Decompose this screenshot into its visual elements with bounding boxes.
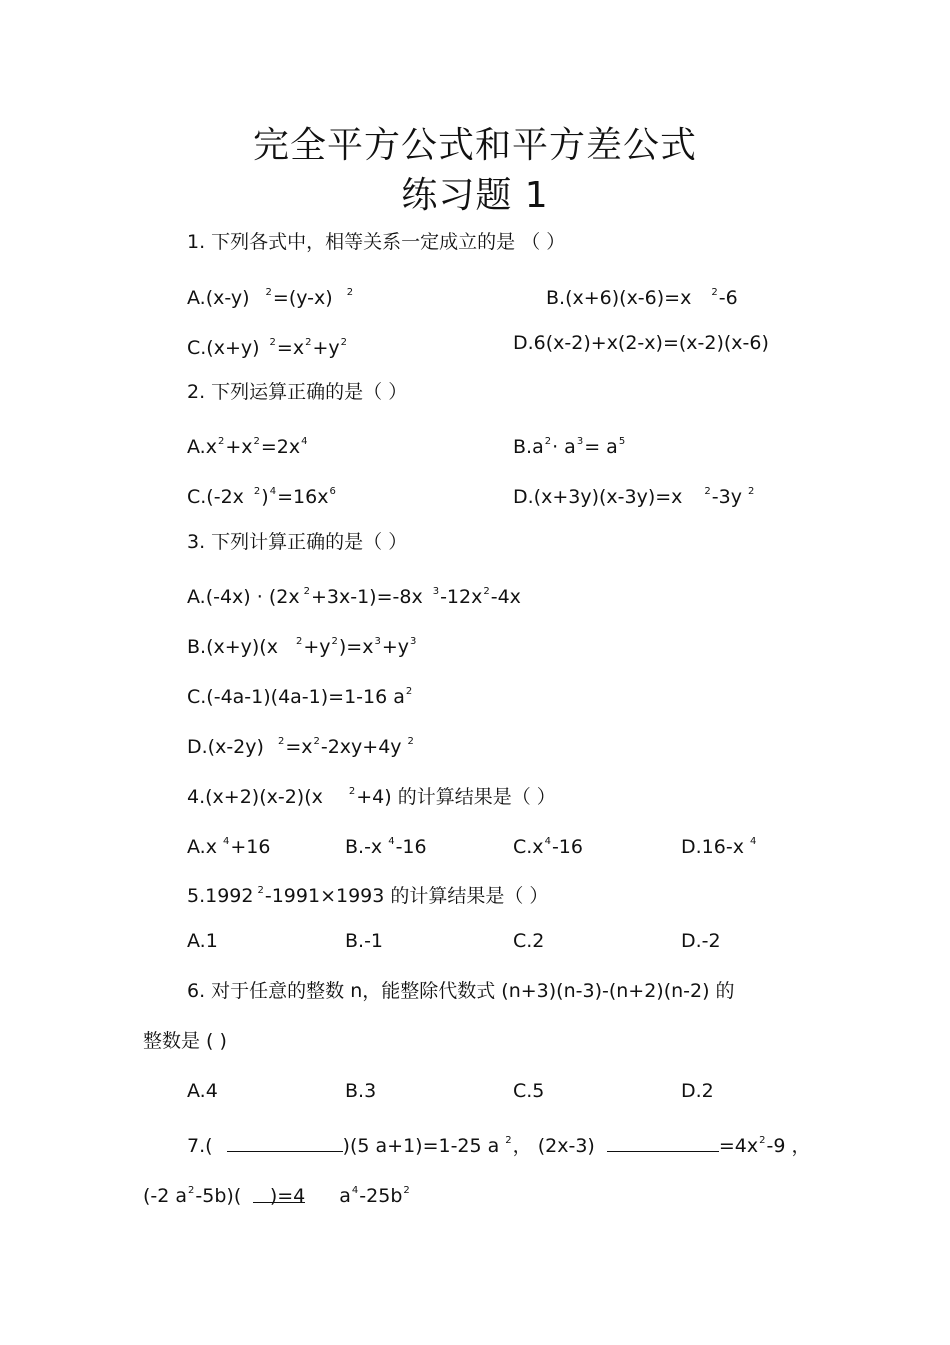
question-7-line-2: (-2 $a^2-5b$)( )=4 $a^4-25b^2$ [143,1185,410,1207]
question-6-stem-continued: 整数是 ( ) [143,1030,227,1052]
question-4-option-b: B.-x $^4$-16 [345,836,427,858]
question-1-stem: 1. 下列各式中，相等关系一定成立的是 （ ） [187,231,566,253]
question-3-option-c: C.(-4a-1)(4a-1)=1-16 $a^2$ [187,686,413,708]
page-title: 完全平方公式和平方差公式 [252,125,697,166]
question-3-option-b: B.(x+y)(x $^2+y^2)=x^3+y^3$ [187,636,417,658]
question-6-option-d: D.2 [681,1080,714,1102]
question-6-stem: 6. 对于任意的整数 n，能整除代数式 (n+3)(n-3)-(n+2)(n-2) 的 [187,980,735,1002]
answer-blank-3[interactable]: )=4 [253,1184,305,1203]
question-6-option-c: C.5 [513,1080,545,1102]
page-subtitle: 练习题 1 [401,175,549,216]
question-2-option-b: $B.a^2\cdot a^3= a^5$ [513,436,626,458]
question-1-option-c: C.(x+y) $^2=x^2+y^2$ [187,337,348,359]
question-2-stem: 2. 下列运算正确的是（ ） [187,381,408,403]
question-1-option-d: D.6(x-2)+x(2-x)=(x-2)(x-6) [513,332,769,354]
question-1-option-a: A.(x-y) $^2$=(y-x) $^2$ [187,287,354,309]
question-5-option-a: A.1 [187,930,218,952]
question-5-stem: 5.1992 $^2$-1991×1993 的计算结果是（ ） [187,885,549,907]
question-4-option-a: A.x $^4$+16 [187,836,271,858]
question-4-option-c: $C.x^4-16$ [513,836,583,858]
question-3-option-d: D.(x-2y) $^2=x^2-2xy+4y$ $^2$ [187,736,414,758]
question-4-option-d: D.16-x $^4$ [681,836,757,858]
answer-blank-2[interactable] [607,1133,719,1152]
question-4-stem: 4.(x+2)(x-2)(x $^2$+4) 的计算结果是（ ） [187,786,556,808]
question-2-option-a: $A.x^2+x^2=2x^4$ [187,436,308,458]
question-1-option-b: B.(x+6)(x-6)=x $^2$-6 [546,287,738,309]
answer-blank-1[interactable] [227,1133,343,1152]
question-3-option-a: A.(-4x) · (2x $^2$+3x-1)=-8x $^3-12x^2-4x$ [187,586,521,608]
question-2-option-d: D.(x+3y)(x-3y)=x $^2$-3y $^2$ [513,486,755,508]
question-5-option-d: D.-2 [681,930,721,952]
question-6-option-b: B.3 [345,1080,377,1102]
question-7-line-1: 7.( )(5 a+1)=1-25 a $^2$， $(2x-3) =4x^2-9$ ， [187,1135,811,1157]
question-5-option-b: B.-1 [345,930,384,952]
question-3-stem: 3. 下列计算正确的是（ ） [187,531,408,553]
question-2-option-c: C.(-2x $^2)^4=16x^6$ [187,486,336,508]
question-5-option-c: C.2 [513,930,545,952]
question-6-option-a: A.4 [187,1080,218,1102]
